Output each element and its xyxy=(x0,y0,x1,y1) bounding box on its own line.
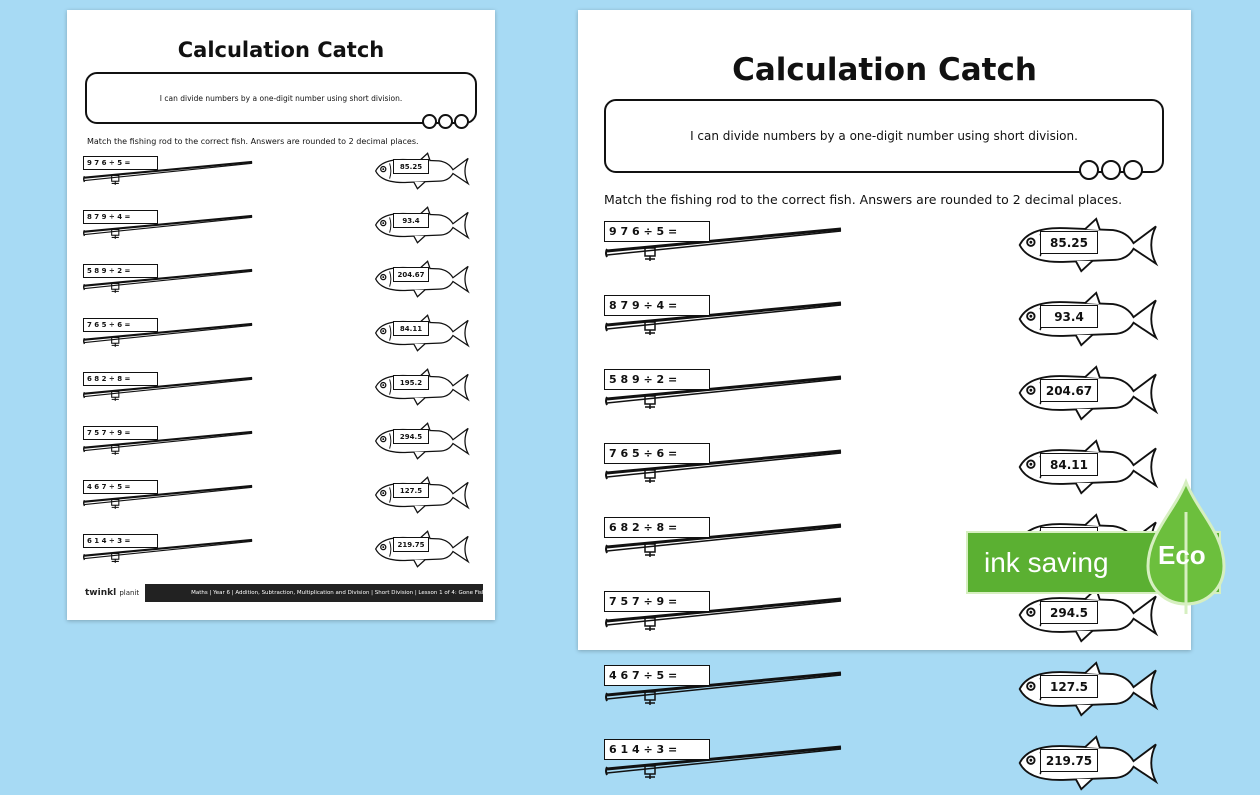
fish-icon xyxy=(365,206,475,248)
small-question-row xyxy=(67,156,495,196)
ink-saving-label: ink saving xyxy=(984,547,1109,578)
large-question-row xyxy=(578,739,1191,795)
fish-icon xyxy=(1006,365,1164,425)
fish-answer: 85.25 xyxy=(393,159,429,174)
small-question-row xyxy=(67,372,495,412)
fish-icon xyxy=(1006,661,1164,721)
division-equation: 6 8 2 ÷ 8 = xyxy=(604,517,710,538)
fish-answer: 294.5 xyxy=(393,429,429,444)
division-equation: 7 5 7 ÷ 9 = xyxy=(604,591,710,612)
fish-answer: 219.75 xyxy=(1040,749,1098,772)
fish-icon xyxy=(365,530,475,572)
worksheet-title: Calculation Catch xyxy=(177,38,385,62)
fish-answer: 195.2 xyxy=(393,375,429,390)
small-question-row xyxy=(67,264,495,304)
fish-icon xyxy=(1006,587,1164,647)
division-equation: 8 7 9 ÷ 4 = xyxy=(83,210,158,224)
large-question-row xyxy=(578,591,1191,647)
fish-icon xyxy=(365,422,475,464)
fish-answer: 93.4 xyxy=(393,213,429,228)
fish-answer: 127.5 xyxy=(1040,675,1098,698)
division-equation: 4 6 7 ÷ 5 = xyxy=(83,480,158,494)
division-equation: 6 1 4 ÷ 3 = xyxy=(604,739,710,760)
small-question-row xyxy=(67,210,495,250)
small-question-row xyxy=(67,534,495,574)
objective-text-large: I can divide numbers by a one-digit number using short division. xyxy=(690,129,1078,143)
fish-answer: 204.67 xyxy=(393,267,429,282)
small-question-row xyxy=(67,480,495,520)
small-question-row xyxy=(67,426,495,466)
fish-answer: 127.5 xyxy=(393,483,429,498)
instructions-large: Match the fishing rod to the correct fish. Answers are rounded to 2 decimal places. xyxy=(604,192,1123,207)
fish-answer: 219.75 xyxy=(393,537,429,552)
eco-label: Eco xyxy=(1158,540,1206,570)
objective-text: I can divide numbers by a one-digit number using short division. xyxy=(159,93,403,103)
division-equation: 5 8 9 ÷ 2 = xyxy=(604,369,710,390)
footer-bar xyxy=(79,584,494,602)
worksheet-thumbnail xyxy=(67,10,495,620)
fish-answer: 84.11 xyxy=(393,321,429,336)
fish-icon xyxy=(1006,291,1164,351)
large-question-row xyxy=(578,665,1191,721)
division-equation: 4 6 7 ÷ 5 = xyxy=(604,665,710,686)
division-equation: 7 6 5 ÷ 6 = xyxy=(83,318,158,332)
fish-icon xyxy=(1006,217,1164,277)
fish-icon xyxy=(365,314,475,356)
twinkl-logo: twinkl planit xyxy=(79,584,145,602)
instructions: Match the fishing rod to the correct fish. Answers are rounded to 2 decimal places. xyxy=(87,137,419,146)
fish-icon xyxy=(365,368,475,410)
large-question-row xyxy=(578,369,1191,425)
fish-answer: 204.67 xyxy=(1040,379,1098,402)
learning-objective xyxy=(85,72,477,124)
fish-answer: 85.25 xyxy=(1040,231,1098,254)
rating-circles xyxy=(422,114,469,129)
fish-icon xyxy=(365,476,475,518)
large-question-row xyxy=(578,221,1191,277)
eco-drop-icon xyxy=(1146,482,1226,618)
large-question-row xyxy=(578,295,1191,351)
division-equation: 9 7 6 ÷ 5 = xyxy=(604,221,710,242)
fish-answer: 84.11 xyxy=(1040,453,1098,476)
fish-icon xyxy=(365,260,475,302)
division-equation: 6 8 2 ÷ 8 = xyxy=(83,372,158,386)
footer-meta: Maths | Year 6 | Addition, Subtraction, Multiplication and Division | Short Division | Lesson 1 of 4: Gone Fishing xyxy=(191,590,494,596)
fish-icon xyxy=(365,152,475,194)
division-equation: 7 5 7 ÷ 9 = xyxy=(83,426,158,440)
division-equation: 9 7 6 ÷ 5 = xyxy=(83,156,158,170)
division-equation: 7 6 5 ÷ 6 = xyxy=(604,443,710,464)
division-equation: 8 7 9 ÷ 4 = xyxy=(604,295,710,316)
division-equation: 5 8 9 ÷ 2 = xyxy=(83,264,158,278)
fish-answer: 93.4 xyxy=(1040,305,1098,328)
division-equation: 6 1 4 ÷ 3 = xyxy=(83,534,158,548)
fish-icon xyxy=(1006,439,1164,499)
rating-circles-large xyxy=(1079,160,1143,180)
worksheet-title-large: Calculation Catch xyxy=(732,52,1037,88)
fish-answer: 294.5 xyxy=(1040,601,1098,624)
large-question-row xyxy=(578,443,1191,499)
fish-icon xyxy=(1006,735,1164,795)
small-question-row xyxy=(67,318,495,358)
